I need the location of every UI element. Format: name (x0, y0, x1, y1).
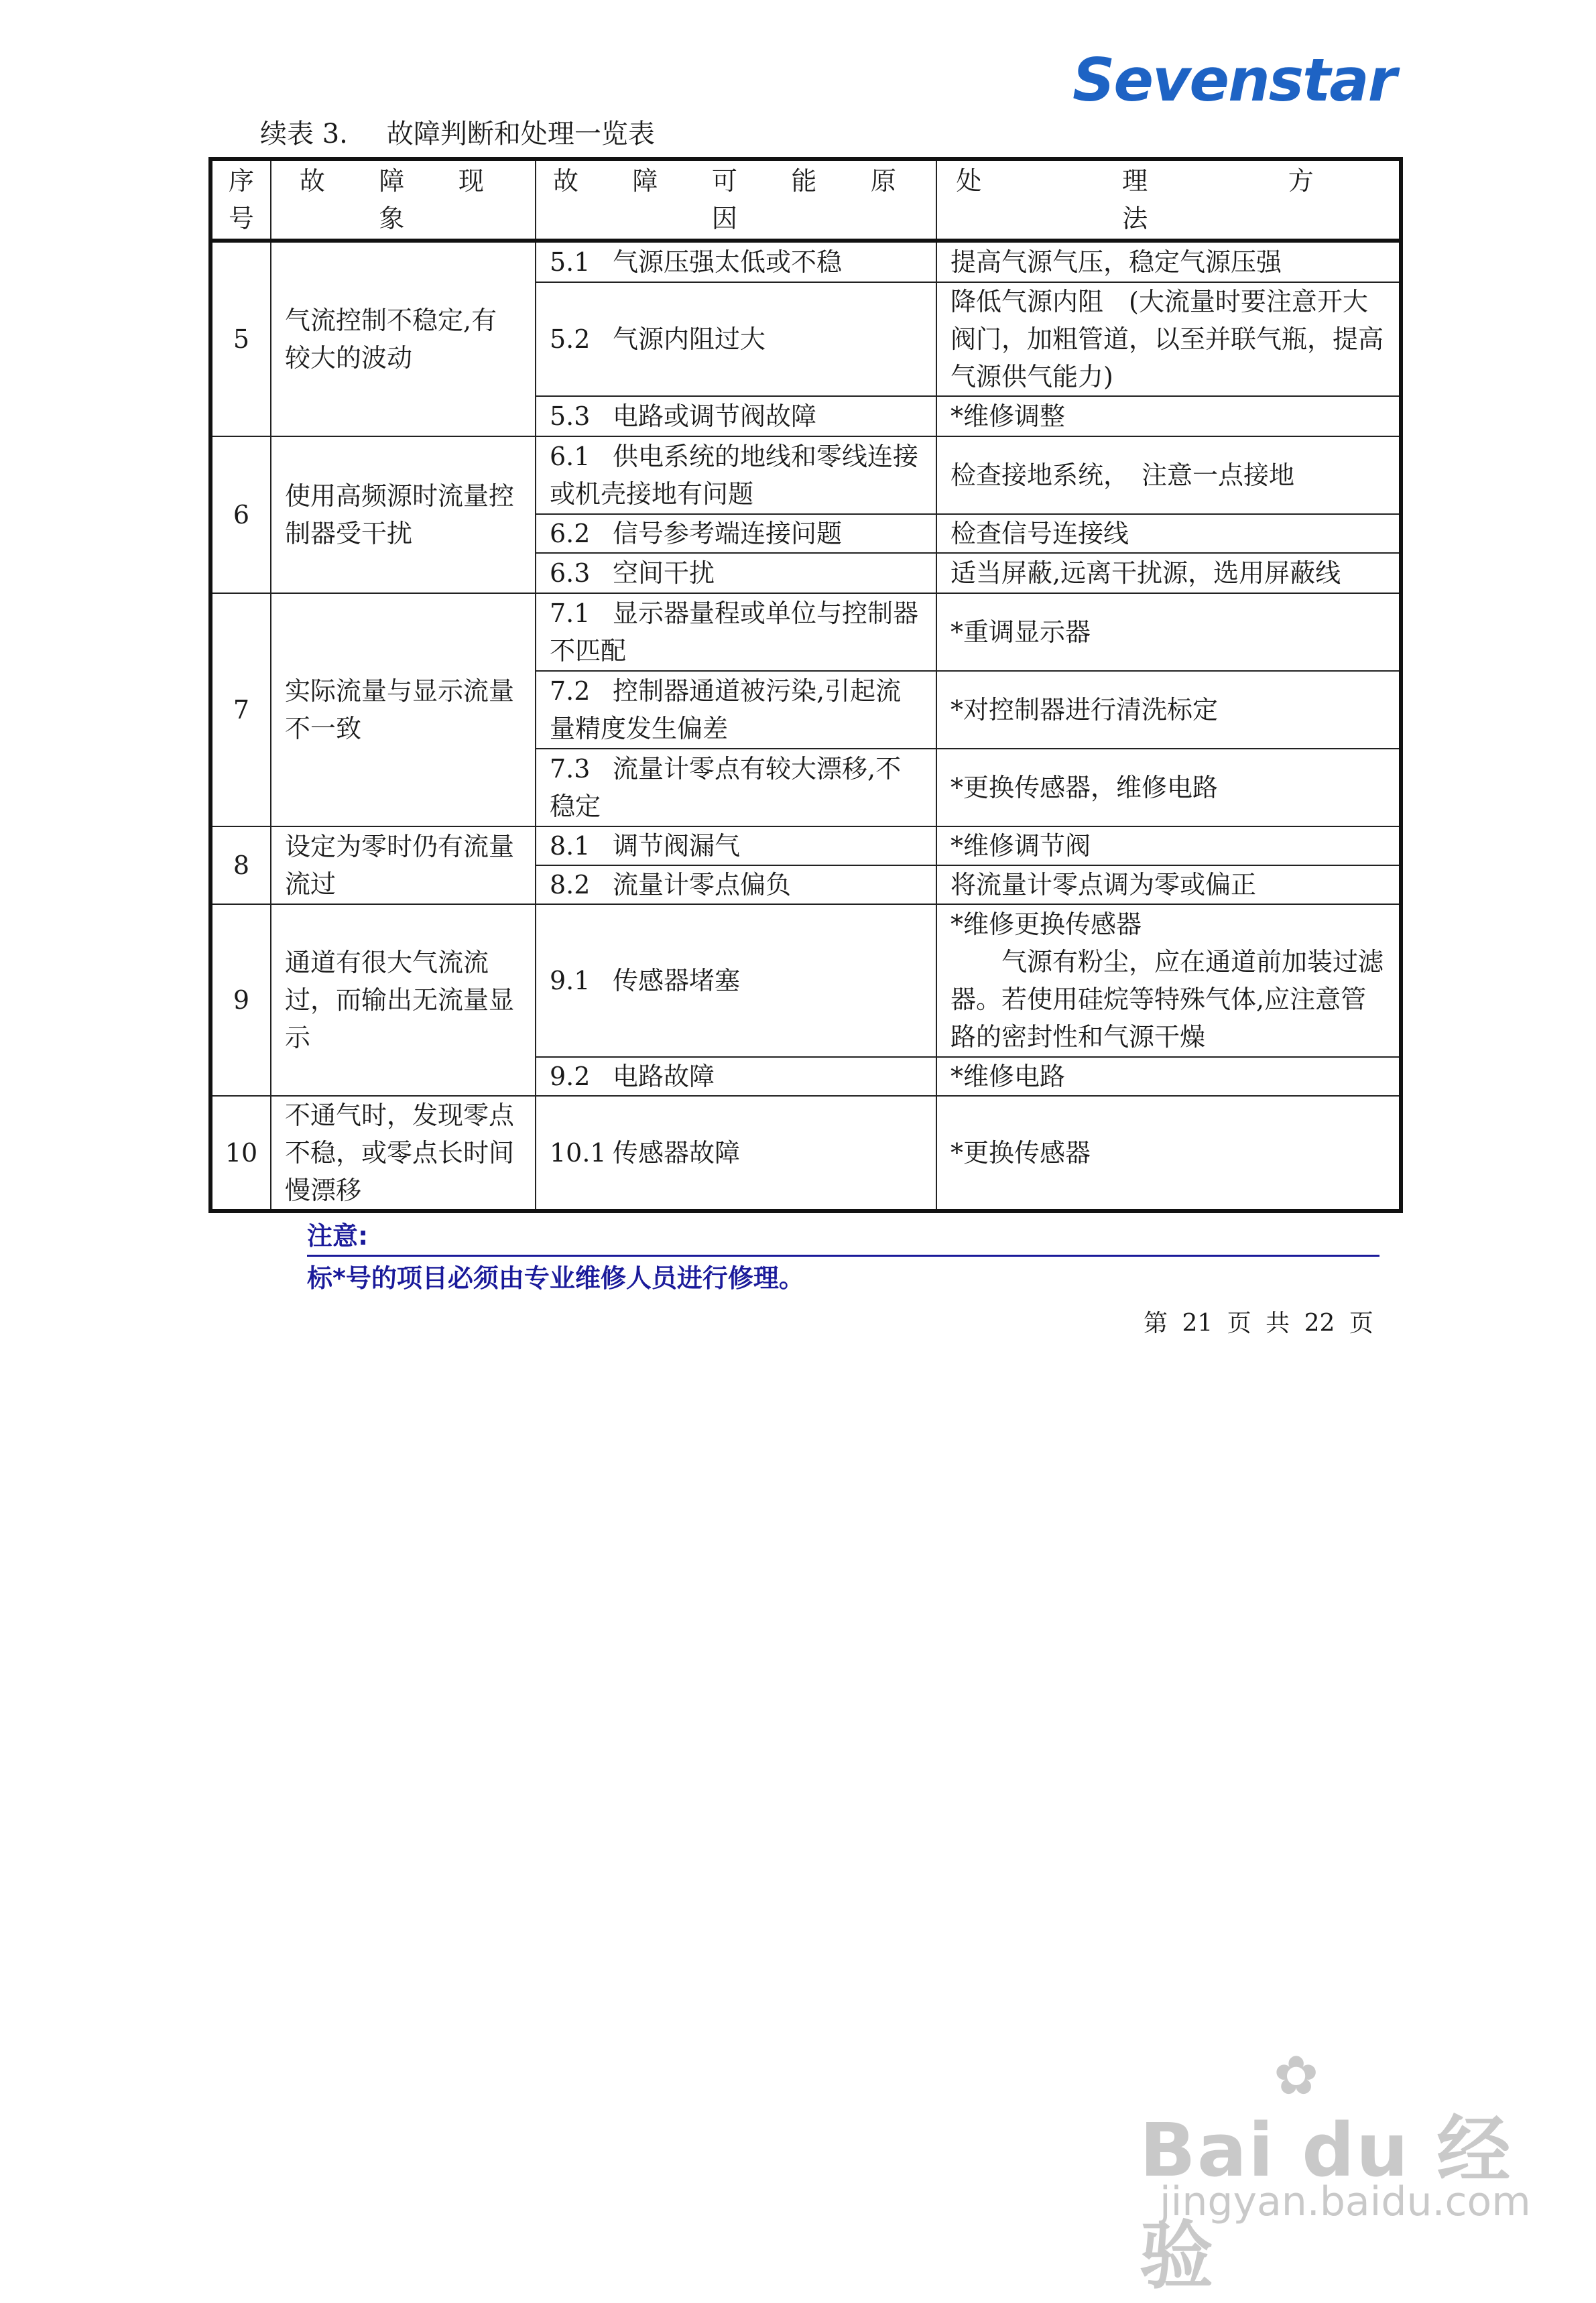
method-cell: *重调显示器 (936, 593, 1401, 671)
row-number: 6 (210, 436, 271, 593)
method-cell: 检查接地系统， 注意一点接地 (936, 436, 1401, 514)
phenomenon-cell: 实际流量与显示流量不一致 (271, 593, 536, 826)
table-row (210, 1096, 1401, 1211)
cause-cell (536, 865, 936, 904)
header-no: 序号 (210, 159, 271, 241)
phenomenon-cell: 设定为零时仍有流量流过 (271, 826, 536, 904)
cause-cell (536, 1096, 936, 1211)
cause-text: 电路或调节阀故障 (613, 401, 817, 431)
cause-number: 5.2 (550, 324, 591, 354)
method-cell: 检查信号连接线 (936, 514, 1401, 553)
method-cell: *更换传感器，维修电路 (936, 749, 1401, 826)
cause-number: 8.1 (550, 831, 591, 861)
row-number: 7 (210, 593, 271, 826)
cause-text: 显示器量程或单位与控制器不匹配 (550, 599, 919, 666)
method-cell: *维修调节阀 (936, 826, 1401, 865)
cause-cell (536, 553, 936, 593)
cause-cell (536, 749, 936, 826)
cause-text: 气源压强太低或不稳 (613, 247, 843, 277)
phenomenon-cell: 使用高频源时流量控制器受干扰 (271, 436, 536, 593)
cause-text: 空间干扰 (613, 558, 715, 588)
cause-cell (536, 826, 936, 865)
table-name: 故障判断和处理一览表 (386, 119, 655, 149)
cause-cell (536, 904, 936, 1057)
phenomenon-cell: 不通气时，发现零点不稳，或零点长时间慢漂移 (271, 1096, 536, 1211)
cause-number: 7.2 (550, 676, 591, 706)
baidu-watermark (1140, 2044, 1531, 2299)
method-cell: 降低气源内阻 (大流量时要注意开大阀门，加粗管道，以至并联气瓶，提高气源供气能力) (936, 282, 1401, 396)
method-cell: *对控制器进行清洗标定 (936, 671, 1401, 749)
row-number: 9 (210, 904, 271, 1096)
cause-cell (536, 1057, 936, 1096)
cause-number: 8.2 (550, 870, 591, 899)
note-block (307, 1217, 1379, 1300)
cause-number: 9.1 (550, 966, 591, 995)
method-cell: *维修调整 (936, 396, 1401, 436)
header-row (210, 159, 1401, 241)
cause-text: 传感器堵塞 (613, 966, 741, 995)
method-cell: *维修电路 (936, 1057, 1401, 1096)
cause-cell (536, 241, 936, 282)
cause-cell (536, 671, 936, 749)
cause-number: 5.3 (550, 401, 591, 431)
table-number: 续表 3. (260, 119, 348, 149)
cause-cell (536, 593, 936, 671)
cause-number: 9.2 (550, 1062, 591, 1091)
cause-text: 气源内阻过大 (613, 324, 766, 354)
method-cell: 将流量计零点调为零或偏正 (936, 865, 1401, 904)
cause-number: 7.3 (550, 754, 591, 784)
table-row (210, 241, 1401, 282)
cause-number: 6.2 (550, 519, 591, 548)
cause-text: 流量计零点偏负 (613, 870, 792, 899)
row-number: 10 (210, 1096, 271, 1211)
method-cell: 提高气源气压，稳定气源压强 (936, 241, 1401, 282)
cause-cell (536, 282, 936, 396)
method-line-2: 气源有粉尘，应在通道前加装过滤器。若使用硅烷等特殊气体,应注意管路的密封性和气源干燥 (950, 947, 1384, 1052)
note-text: 标*号的项目必须由专业维修人员进行修理。 (307, 1263, 804, 1293)
cause-text: 控制器通道被污染,引起流量精度发生偏差 (550, 676, 902, 743)
cause-number: 10.1 (550, 1138, 607, 1168)
cause-text: 流量计零点有较大漂移,不稳定 (550, 754, 902, 821)
header-phenomenon: 故 障 现 象 (271, 159, 536, 241)
cause-number: 5.1 (550, 247, 591, 277)
cause-cell (536, 514, 936, 553)
table-row (210, 826, 1401, 865)
table-title (260, 115, 655, 153)
method-cell (936, 904, 1401, 1057)
watermark-brand: Bai du 经验 (1140, 2107, 1512, 2299)
row-number: 8 (210, 826, 271, 904)
phenomenon-cell: 通道有很大气流流过，而输出无流量显示 (271, 904, 536, 1096)
watermark-url: jingyan.baidu.com (1160, 2178, 1531, 2225)
header-cause: 故 障 可 能 原 因 (536, 159, 936, 241)
cause-cell (536, 436, 936, 514)
cause-number: 6.3 (550, 558, 591, 588)
paw-icon: ✿ (1274, 2044, 1319, 2107)
header-method: 处 理 方 法 (936, 159, 1401, 241)
cause-text: 信号参考端连接问题 (613, 519, 843, 548)
cause-text: 供电系统的地线和零线连接或机壳接地有问题 (550, 442, 919, 509)
cause-number: 7.1 (550, 599, 591, 628)
cause-text: 调节阀漏气 (613, 831, 741, 861)
cause-cell (536, 396, 936, 436)
table-row (210, 904, 1401, 1057)
table-row (210, 436, 1401, 514)
page-number: 第 21 页 共 22 页 (1144, 1310, 1373, 1337)
row-number: 5 (210, 241, 271, 436)
cause-number: 6.1 (550, 442, 591, 471)
phenomenon-cell: 气流控制不稳定,有较大的波动 (271, 241, 536, 436)
cause-text: 传感器故障 (613, 1138, 741, 1168)
method-line-1: *维修更换传感器 (950, 910, 1142, 939)
fault-table (208, 157, 1403, 1213)
sevenstar-logo: Sevenstar (1072, 46, 1396, 115)
method-cell: *更换传感器 (936, 1096, 1401, 1211)
note-title: 注意: (307, 1217, 1379, 1257)
table-row (210, 593, 1401, 671)
cause-text: 电路故障 (613, 1062, 715, 1091)
method-cell: 适当屏蔽,远离干扰源，选用屏蔽线 (936, 553, 1401, 593)
